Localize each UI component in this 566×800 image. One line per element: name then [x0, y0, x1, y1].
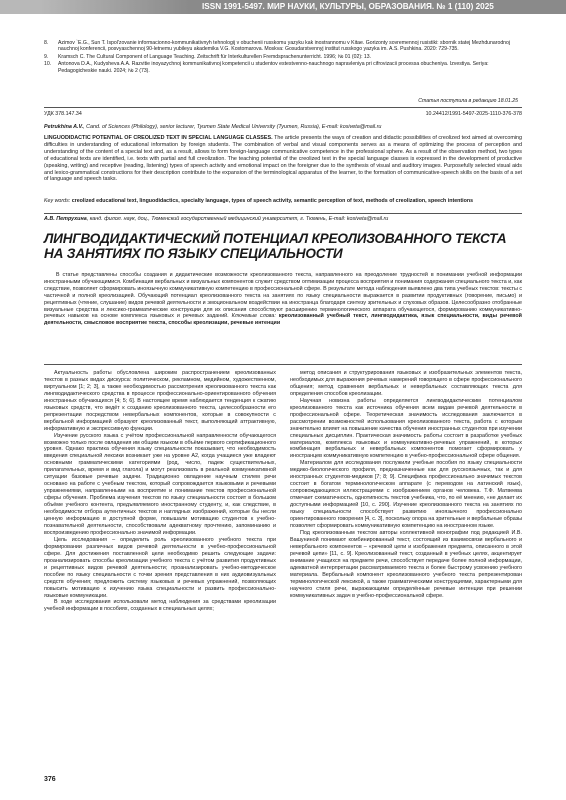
- english-keywords-label: Key words:: [44, 198, 71, 204]
- article-meta: [44, 111, 522, 117]
- left-column: [44, 370, 276, 613]
- reference-text: Antonova D.A., Kudysheva A.A. Razvitie inoyazychnoj kommunikativnoj kompetencii u studentov estestvenno-nauchnogo napravleniya pri cifrovizacii processa obucheniya. Izvestiya. Seriya: Pedagogicheskie nauki. 2024; № 2 (73).: [58, 61, 489, 74]
- right-column: [290, 370, 522, 599]
- author-ru: [44, 216, 522, 222]
- reference-list: [44, 40, 516, 75]
- russian-abstract-text: В статье представлены способы создания и дидактические возможности креолизованного текста, направленного на преодоление трудностей в понимании учебной информации иностранными обучающимися. Комбинация вербальных и визуальных компонентов служит средством оптимизации процесса восприятия и понимания содержания специального текста и, как следствие, позволяет сформировать иноязычную коммуникативную компетенцию в профессиональной сфере. В результате метода наблюдения выявлено два типа учебных текстов: тексты с частичной и полной креолизацией. Обучающий потенциал креолизованного текста на занятиях по языку специальности выражается в развитии продуктивных (говорение, письмо) и рецептивных (чтение, слушание) видов речевой деятельности и эмоциональном воздействии на иностранца благодаря синтезу зрительных и слуховых образов. Целесообразно отобранные визуальные средства и лексико-грамматические конструкции для их описания способствуют расширению терминологического аппарата обучающегося, формированию коммуникативно-речевых навыков на основе комплекса языковых и речевых заданий.: [44, 272, 522, 320]
- reference-item: [44, 54, 516, 60]
- body-paragraph: Изучение русского языка с учётом профессиональной направленности обучающегося возможно только после овладения им общим языком в объёме первого сертификационного уровня. Однако практика обучения языку специальности показывает, что необходимость введения специальной лексики возникает уже на уровне А2, когда учащиеся уже владеют основными грамматическими категориями (род, число, падеж существительных, прилагательных, время и вид глагола) и могут реализовать в реальной коммуникативной ситуации базовые речевые задачи. Традиционно овладение научным стилем речи основано на работе с учебным текстом, который сопровождается языковыми и речевыми упражнениями, направленными на восприятие и понимание текстов профессиональной сферы обучения. Проблема изучения текстов по языку специальности состоит в большом объёме учебного контента, предъявляемого иностранному студенту, и, как следствие, в необходимости отбора аутентичных текстов и наглядных изображений, которые бы несли ценную информацию в доступной форме, повышали мотивацию студентов к учебно-познавательной деятельности, способствовали адекватному прочтению, запоминанию и воспроизведению профессионально значимой информации.: [44, 432, 276, 536]
- article-title: ЛИНГВОДИДАКТИЧЕСКИЙ ПОТЕНЦИАЛ КРЕОЛИЗОВАННОГО ТЕКСТА НА ЗАНЯТИЯХ ПО ЯЗЫКУ СПЕЦИАЛЬНОСТИ: [44, 231, 507, 261]
- body-paragraph: метод описания и структурирования языковых и изобразительных элементов текста, необходимых для выражения речевых намерений говорящего в сфере профессионального общения; метод сравнения вербальных и невербальных составляющих текста для определения способов креолизации.: [290, 370, 522, 397]
- russian-keywords-text: креолизованный учебный текст, лингводидактика, язык специальности, виды речевой деятельности, смысловое восприятие текста, способы креолизации, речевые интенции: [44, 313, 522, 327]
- author-ru-affiliation: , канд. филол. наук, доц., Тюменский государственный медицинский университет, г. Тюмень, E-mail: kosiveta@mail.ru: [86, 216, 389, 222]
- divider: [44, 364, 522, 365]
- english-abstract: [44, 135, 522, 183]
- body-paragraph: Материалом для исследования послужили учебные пособия по языку специальности медико-биологического профиля, предназначенные как для русскоязычных, так и для иностранных студентов-медиков [7; 8; 9]. Специфика профессионально значимых текстов состоит в богатом терминологическом аппарате (с переводом на латинский язык), сопровождающихся иллюстрациями с изображением органов человека. Т.Ф. Матвеева отмечает схематичность, однотипность текстов учебника, что, по её мнению, «не делает их доступными информацией [10, с. 290]. Изучение креолизованного текста на занятиях по языку специальности способствует развитию иноязычного профессионально ориентированного говорения [4, с. 3], поскольку опора на зрительные и вербальные образы позволяет сформировать коммуникативную компетенцию на иностранном языке.: [290, 460, 522, 529]
- body-paragraph: Цель исследования – определить роль креолизованного учебного текста при формировании различных видов речевой деятельности в учебно-профессиональной сфере. Для достижения поставленной цели необходимо решить следующие задачи: проанализировать способы креолизации учебного текста с учётом развития продуктивных и рецептивных видов речевой деятельности; проанализировать учебно-методическое пособие по языку специальности с точки зрения представления в них аудиовизуальных средств обучения; предложить систему языковых и речевых упражнений, позволяющих повысить мотивацию к изучению языка специальности и развить профессионально-языковые коммуникации.: [44, 536, 276, 599]
- author-ru-name: А.В. Петрухина: [44, 216, 87, 222]
- header-band-left: [0, 0, 40, 14]
- udc-code: УДК 378.147.34: [44, 111, 82, 117]
- reference-text: Azimov `E.G., Sun T. Ispol'zovanie informacionno-kommunikativnyh tehnologij v obuchenii russkomu yazyku kak inostrannomu v Kitae. Gorizonty sovremennoj rusistiki: sbornik statej Mezhdunarodnoj nauchnoj konferencii, posvyaschennoj 90-letnemu yubileyu akademika V.G. Kostomarova. Moskva: Gosudarstvennyj institut russkogo yazyka im. A.S. Pushkina. 2020: 729-735.: [58, 40, 511, 53]
- running-header: [0, 0, 566, 30]
- english-keywords: [44, 198, 522, 205]
- reference-item: [44, 61, 516, 74]
- reference-number: 10.: [44, 61, 52, 68]
- body-paragraph: Под креолизованным текстом авторы коллективной монографии под редакцией И.В. Вашуниной понимают комбинированный текст, состоящий из взаимосвязи вербального и невербального компонентов – «речевой цепи и изображения предмета, описанного в этой речевой цепи» [11, с. 9]. Креолизованный текст, созданный в учебных целях, акцентирует внимание учащихся на предмете речи, способствует передаче более полной информации, адекватной интерпретации рассматриваемого текста и более быстрому усвоению учебного материала. Вербальный компонент креолизованного учебного текста репрезентирован терминологической лексикой, а также грамматическими конструкциями, характерными для научного стиля речи, выражающими определённые речевые интенции при решении коммуникативных задач в учебно-профессиональной сфере.: [290, 529, 522, 599]
- author-en-name: Petrukhina A.V.: [44, 124, 84, 130]
- body-paragraph: Актуальность работы обусловлена широким распространением креолизованных текстов в разных видах дискурса: политическом, рекламном, медийном, художественном, виртуальном [1; 2; 3], а также необходимостью рассмотрения креолизованного текста как лингводидактического средства в процессе профессионально-ориентированного обучения иностранных обучающихся [4; 5; 6]. В настоящее время наблюдается тенденция к сжатию языковых средств, что ведёт к созданию креолизованного текста, целесообразности его репрезентации посредством невербальных компонентов, которые в совокупности с вербальной информацией образуют креолизованный текст, выполняющий аттрактивную, информативную и экспрессивную функции.: [44, 370, 276, 432]
- english-keywords-text: creolized educational text, linguodidactics, specialty language, types of speech activity, semantic perception of text, methods of creolization, speech intentions: [71, 198, 474, 204]
- russian-abstract: [44, 272, 522, 327]
- journal-header: ISSN 1991-5497. МИР НАУКИ, КУЛЬТУРЫ, ОБРАЗОВАНИЯ. № 1 (110) 2025: [190, 0, 566, 14]
- russian-keywords-label: Ключевые слова:: [231, 313, 276, 320]
- reference-item: [44, 40, 516, 53]
- header-band-gradient: [40, 0, 190, 14]
- received-date: Статья поступила в редакцию 18.01.25: [418, 98, 518, 104]
- reference-text: Kramsch C. The Cultural Component of Language Teaching. Zeitschrift für Interkulturellen Fremdsprachenunterricht. 1996; № 01 (02): 13.: [58, 53, 372, 60]
- author-en: [44, 124, 522, 130]
- divider: [44, 213, 522, 214]
- body-paragraph: Научная новизна работы определяется лингводидактическим потенциалом креолизованного текста как источника обучения всем видам речевой деятельности в профессиональной сфере. Теоретическая значимость исследования заключается в рассмотрении возможностей использования креолизованного текста, работа с которым значительно влияет на повышение качества обучения иностранных студентов при изучении специальных дисциплин. Практическая значимость работы состоит в разработке учебных материалов, комплекса языковых и коммуникативно-речевых упражнений, в которых комбинация вербальных и невербальных компонентов помогает сформировать у иностранцев коммуникативную компетенцию в учебно-профессиональной сфере общения.: [290, 397, 522, 460]
- body-paragraph: В ходе исследования использовали метод наблюдения за средствами креолизации учебной информации в пособиях, созданных в специальных целях;: [44, 599, 276, 613]
- english-abstract-text: The article presents the ways of creation and didactic possibilities of creolized text aimed at overcoming difficulties in understanding of educational information by foreign students. The combination of verbal and visual components serves as a means of optimizing the process of perception and understanding of the content of a special text and, as a result, allows to form foreign-language communicative competence in the professional sphere. As a result of the observation method, two types of educational texts are identified, i.e. texts with partial and full creolization. The teaching potential of the creolized text in the special language classes is expressed in the development of productive (speaking, writing) and receptive (reading, listening) types of speech activity and emotional impact on the foreigner due to the synthesis of visual and auditory images. Purposefully selected visual aids and lexico-grammatical constructions for their description contribute to the expansion of the terminological apparatus of the learner, to the formation of communicative-speech skills on the basis of a set of language and speech tasks.: [44, 135, 523, 183]
- divider: [44, 107, 522, 108]
- doi: 10.24412/1991-5497-2025-1110-376-378: [425, 111, 522, 117]
- page-number: 376: [44, 776, 56, 783]
- author-en-affiliation: , Cand. of Sciences (Philology), senior lecturer, Tyumen State Medical University (Tyumen, Russia), E-mail: kosiveta@mail.ru: [83, 124, 382, 130]
- reference-number: 8.: [44, 40, 49, 46]
- english-title: LINGUODIDACTIC POTENTIAL OF CREOLIZED TEXT IN SPECIAL LANGUAGE CLASSES.: [44, 135, 273, 141]
- reference-number: 9.: [44, 53, 49, 60]
